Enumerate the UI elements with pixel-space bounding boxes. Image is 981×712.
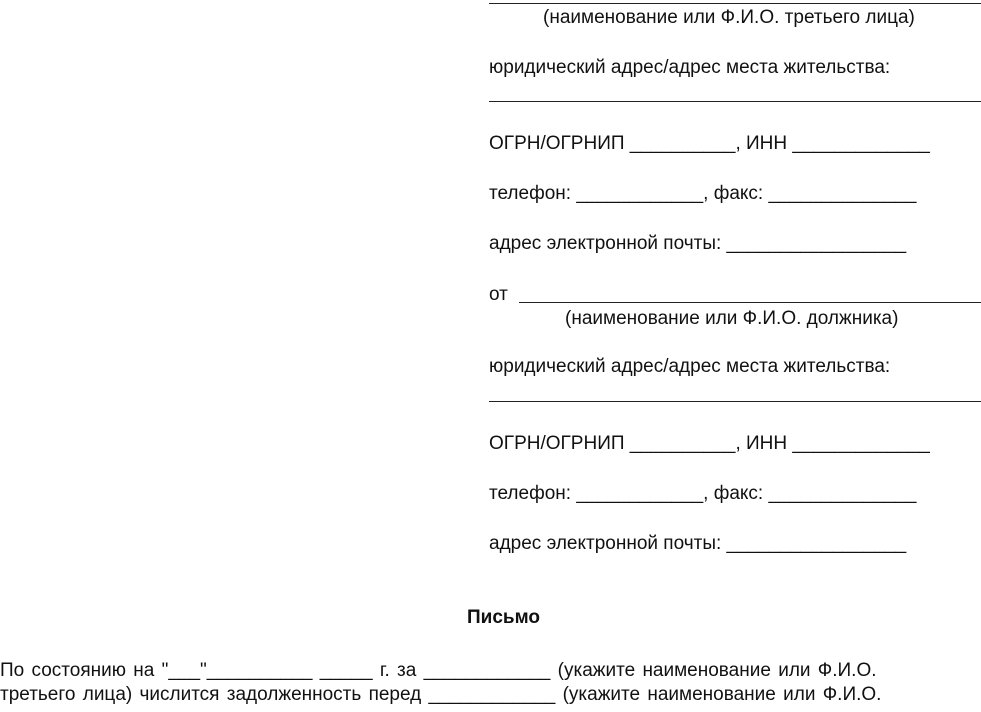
third-party-address-line[interactable] <box>489 101 981 102</box>
letter-line-1: По состоянию на "___"__________ _____ г. за ____________ (укажите наименование или Ф.И.О. <box>0 660 877 681</box>
third-party-phone-fax: телефон: ____________, факс: ______________ <box>489 183 917 204</box>
debtor-email: адрес электронной почты: _________________ <box>489 533 907 554</box>
letter-title: Письмо <box>467 607 540 628</box>
debtor-name-line[interactable] <box>519 302 981 303</box>
debtor-from-label: от <box>489 284 508 305</box>
letter-line-2: третьего лица) числится задолженность перед ____________ (укажите наименование или Ф.И.О. <box>0 684 882 705</box>
debtor-phone-fax: телефон: ____________, факс: ______________ <box>489 483 917 504</box>
third-party-email: адрес электронной почты: _________________ <box>489 233 907 254</box>
debtor-address-label: юридический адрес/адрес места жительства: <box>489 356 891 377</box>
third-party-address-label: юридический адрес/адрес места жительства: <box>489 57 891 78</box>
debtor-ogrn-inn: ОГРН/ОГРНИП __________, ИНН _____________ <box>489 433 930 454</box>
third-party-name-caption: (наименование или Ф.И.О. третьего лица) <box>543 7 915 28</box>
third-party-name-line[interactable] <box>489 3 981 4</box>
debtor-name-caption: (наименование или Ф.И.О. должника) <box>565 308 899 329</box>
third-party-ogrn-inn: ОГРН/ОГРНИП __________, ИНН _____________ <box>489 133 930 154</box>
debtor-address-line[interactable] <box>489 401 981 402</box>
